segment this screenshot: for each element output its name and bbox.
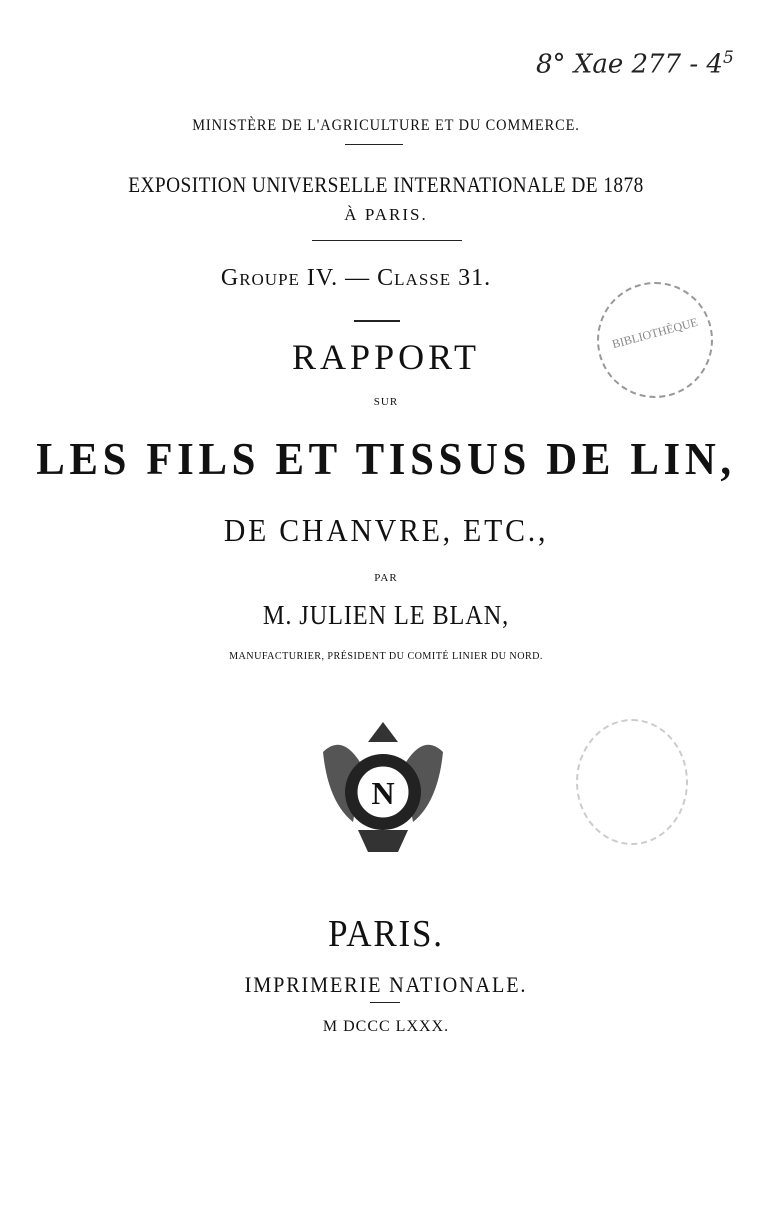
ministry-heading: MINISTÈRE DE L'AGRICULTURE ET DU COMMERCE. bbox=[192, 117, 580, 134]
author-role: MANUFACTURIER, PRÉSIDENT DU COMITÉ LINIER DU NORD. bbox=[229, 650, 543, 662]
publication-year: M DCCC LXXX. bbox=[322, 1018, 450, 1035]
printer: IMPRIMERIE NATIONALE. bbox=[244, 972, 528, 997]
exposition-place: À PARIS. bbox=[344, 205, 428, 224]
stamp-text: BIBLIOTHÈQUE bbox=[610, 314, 700, 352]
imperial-emblem bbox=[313, 712, 453, 862]
groupe-classe: Groupe IV. — Classe 31. bbox=[220, 265, 492, 291]
rapport-heading: RAPPORT bbox=[292, 337, 480, 377]
shelfmark-sup: 5 bbox=[722, 48, 734, 68]
shelfmark bbox=[536, 48, 734, 80]
author-name: M. JULIEN LE BLAN, bbox=[262, 600, 510, 630]
city: PARIS. bbox=[328, 913, 444, 955]
subtitle: DE CHANVRE, ETC., bbox=[223, 512, 549, 548]
exposition-title: EXPOSITION UNIVERSELLE INTERNATIONALE DE 1878 bbox=[128, 172, 644, 197]
ornament-divider bbox=[312, 240, 462, 241]
divider bbox=[354, 320, 400, 322]
faint-stamp bbox=[576, 719, 688, 845]
par-label: PAR bbox=[374, 572, 398, 584]
sur-label: SUR bbox=[373, 396, 399, 408]
divider bbox=[345, 144, 403, 145]
emblem-monogram: N bbox=[371, 775, 395, 811]
divider bbox=[370, 1002, 400, 1003]
shelfmark-main: 8° Xae 277 - 4 bbox=[536, 49, 723, 80]
main-title: LES FILS ET TISSUS DE LIN, bbox=[36, 433, 736, 484]
